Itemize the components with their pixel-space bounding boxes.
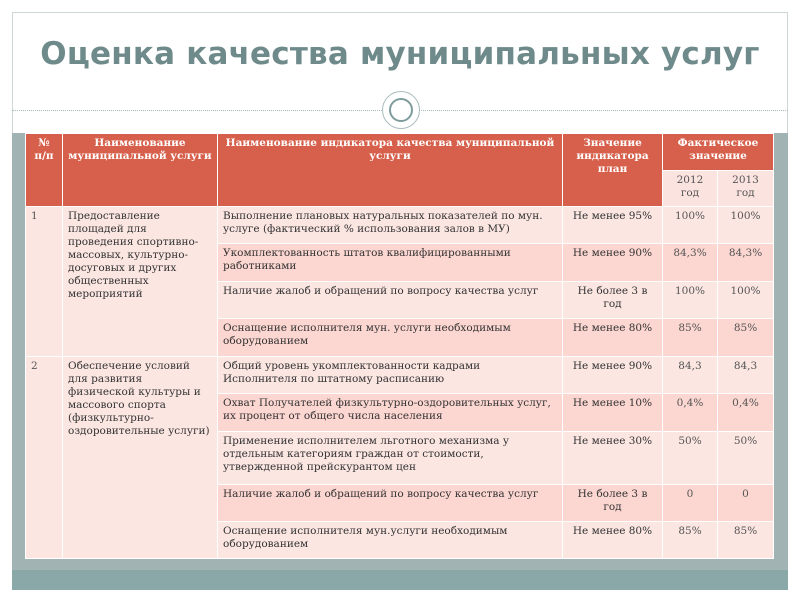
bottom-band [12,570,788,590]
value-2013-cell: 84,3 [718,357,774,394]
circle-ornament-icon [382,91,420,129]
header-plan: Значение индикатора план [563,134,663,207]
header-service: Наименование муниципальной услуги [63,134,218,207]
value-2012-cell: 100% [663,207,718,244]
plan-cell: Не менее 95% [563,207,663,244]
value-2012-cell: 85% [663,522,718,559]
indicator-cell: Оснащение исполнителя мун.услуги необходимым оборудованием [218,522,563,559]
value-2012-cell: 0 [663,485,718,522]
indicator-cell: Укомплектованность штатов квалифицированными работниками [218,244,563,282]
value-2013-cell: 50% [718,432,774,485]
quality-table [25,133,774,559]
service-number: 1 [26,207,63,357]
plan-cell: Не более 3 в год [563,485,663,522]
value-2012-cell: 84,3 [663,357,718,394]
header-year-2013: 2013 год [718,171,774,207]
table-row [26,207,774,244]
header-year-2012: 2012 год [663,171,718,207]
value-2012-cell: 0,4% [663,394,718,432]
value-2013-cell: 100% [718,282,774,319]
value-2013-cell: 85% [718,319,774,357]
indicator-cell: Применение исполнителем льготного механизма у отдельным категориям граждан от стоимости, утвержденной прейскурантом цен [218,432,563,485]
plan-cell: Не менее 80% [563,319,663,357]
service-number: 2 [26,357,63,559]
header-indicator: Наименование индикатора качества муниципальной услуги [218,134,563,207]
value-2012-cell: 100% [663,282,718,319]
indicator-cell: Выполнение плановых натуральных показателей по мун. услуге (фактический % использования залов в МУ) [218,207,563,244]
value-2012-cell: 85% [663,319,718,357]
service-name: Предоставление площадей для проведения спортивно-массовых, культурно-досуговых и других общественных мероприятий [63,207,218,357]
value-2012-cell: 50% [663,432,718,485]
slide-title: Оценка качества муниципальных услуг [40,36,760,72]
value-2013-cell: 84,3% [718,244,774,282]
value-2012-cell: 84,3% [663,244,718,282]
indicator-cell: Охват Получателей физкультурно-оздоровительных услуг, их процент от общего числа населения [218,394,563,432]
value-2013-cell: 100% [718,207,774,244]
plan-cell: Не менее 80% [563,522,663,559]
value-2013-cell: 0 [718,485,774,522]
value-2013-cell: 85% [718,522,774,559]
header-fact: Фактическое значение [663,134,774,171]
indicator-cell: Наличие жалоб и обращений по вопросу качества услуг [218,282,563,319]
value-2013-cell: 0,4% [718,394,774,432]
header-num: № п/п [26,134,63,207]
table-row [26,357,774,394]
plan-cell: Не менее 90% [563,244,663,282]
indicator-cell: Общий уровень укомплектованности кадрами Исполнителя по штатному расписанию [218,357,563,394]
service-name: Обеспечение условий для развития физической культуры и массового спорта (физкультурно-оздоровительные услуги) [63,357,218,559]
indicator-cell: Оснащение исполнителя мун. услуги необходимым оборудованием [218,319,563,357]
plan-cell: Не менее 30% [563,432,663,485]
plan-cell: Не менее 90% [563,357,663,394]
indicator-cell: Наличие жалоб и обращений по вопросу качества услуг [218,485,563,522]
plan-cell: Не менее 10% [563,394,663,432]
plan-cell: Не более 3 в год [563,282,663,319]
